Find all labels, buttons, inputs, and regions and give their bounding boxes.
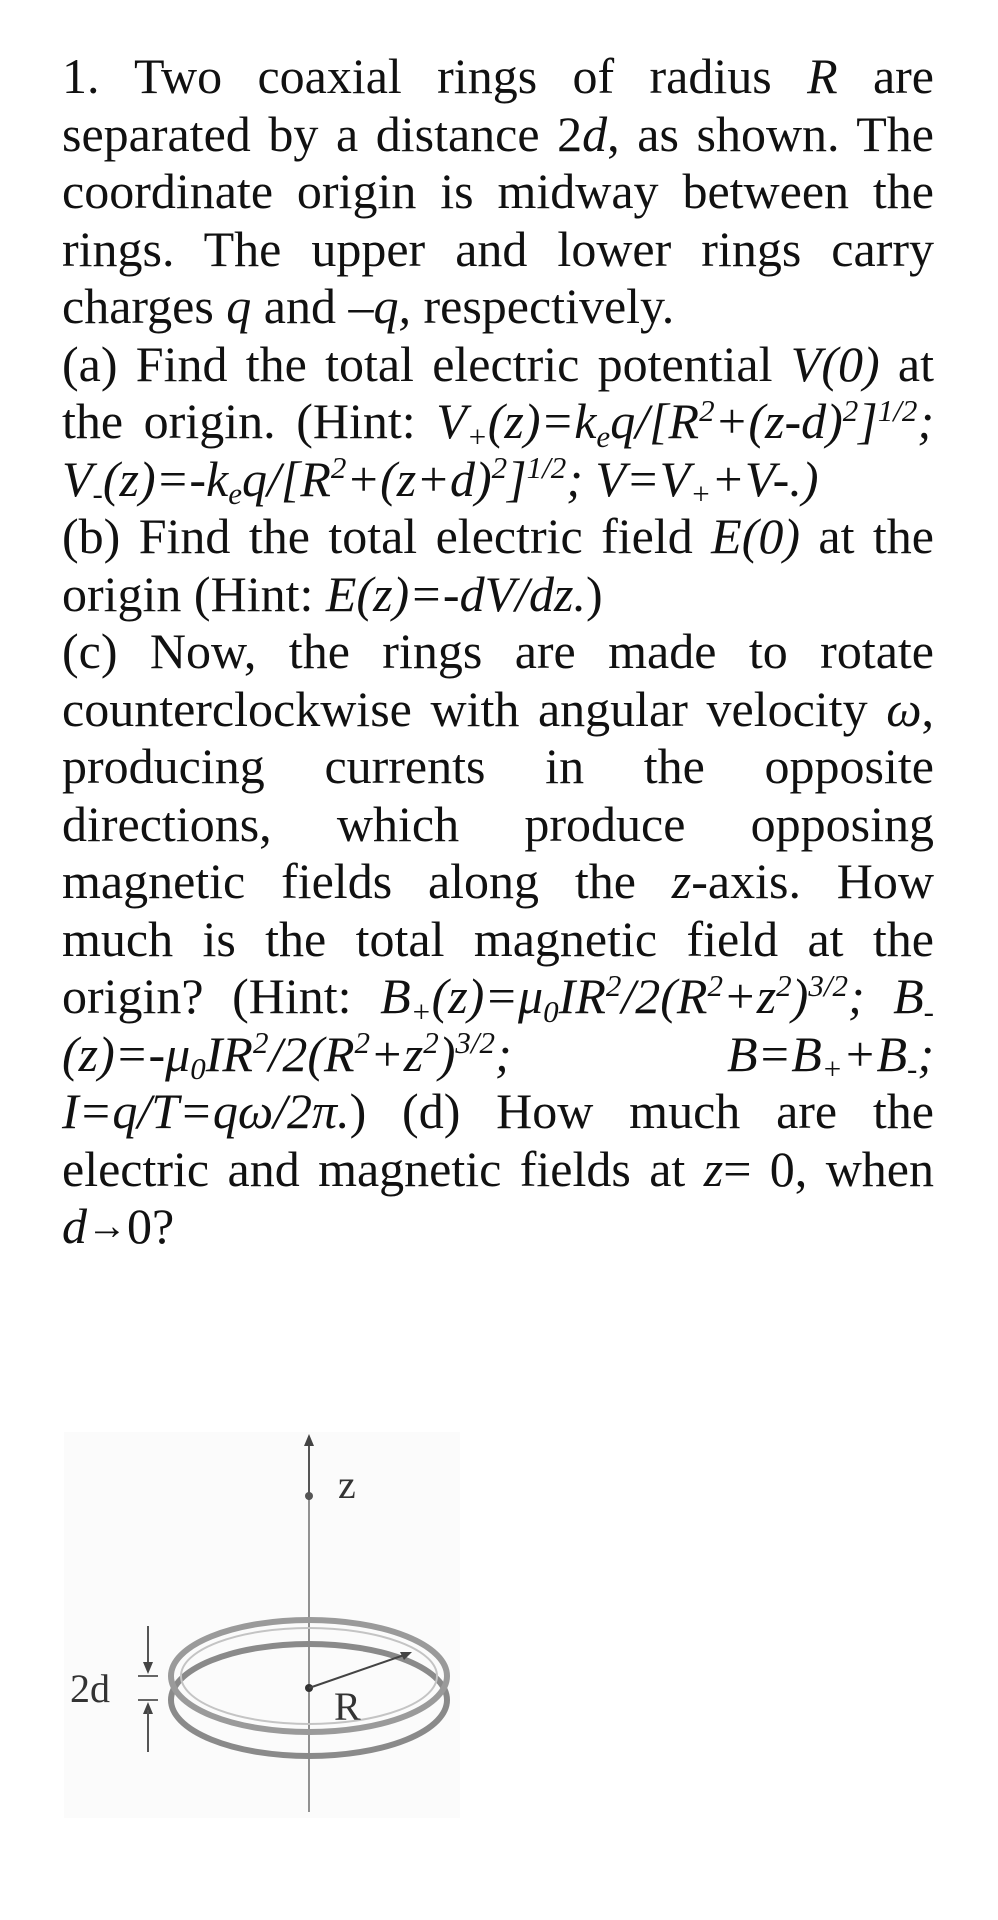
- separation-label: 2d: [70, 1666, 110, 1711]
- part-a: (a) Find the total electric potential V(0) at the origin. (Hint: $V_+(z)=k_eq/[R^2+(z-d)^2]^{1/2}$; $V_-(z)=-k_eq/[R^2+(z+d)^2]^{1/2}$; $V=V_++V-$.): [62, 335, 934, 512]
- part-c: (c) Now, the rings are made to rotate counterclockwise with angular velocity ω, producing currents in the opposite directions, which produce opposing magnetic fields along the z-axis. How much is the total magnetic field at the origin? (Hint: $B_+(z)=\mu_0IR^2/2(R^2+z^2)^{3/2}$; $B_-(z)=-\mu_0IR^2/2(R^2+z^2)^{3/2}$; $B=B_++B_-$; I=q/T=qω/2π.) (d) How much are the electric and magnetic fields at z= 0, when d→0?: [62, 623, 934, 1254]
- z-axis-marker: [305, 1492, 313, 1500]
- radius-label: R: [334, 1684, 361, 1729]
- problem-intro: 1. Two coaxial rings of radius R are separated by a distance 2d, as shown. The coordinate origin is midway between the rings. The upper and lower rings carry charges q and –q, respectively.: [62, 48, 934, 334]
- z-axis-label: z: [338, 1462, 356, 1507]
- problem-statement: [62, 48, 934, 1259]
- coaxial-rings-figure: [62, 1430, 462, 1820]
- part-b: (b) Find the total electric field E(0) at the origin (Hint: E(z)=-dV/dz.): [62, 508, 934, 622]
